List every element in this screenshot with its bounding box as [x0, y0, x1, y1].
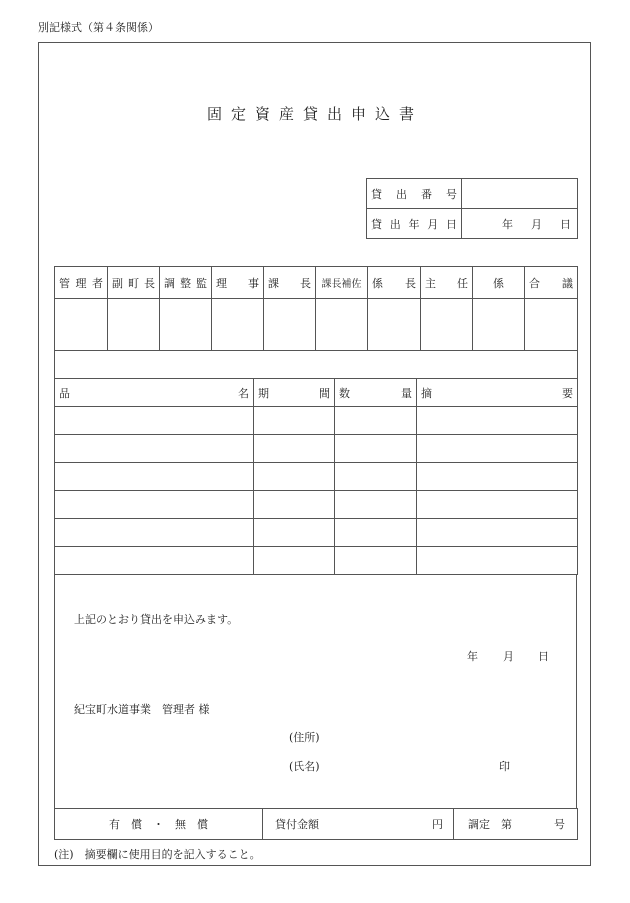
application-date-day: 日 [538, 650, 549, 663]
loan-date-label-char: 月 [427, 217, 439, 231]
application-date-year: 年 [467, 650, 478, 663]
form-title: 固定資産貸出申込書 [206, 105, 423, 123]
item-quantity-field[interactable] [335, 519, 417, 547]
item-quantity-field[interactable] [335, 435, 417, 463]
approval-header-cell [212, 267, 264, 299]
adjust-cell [454, 809, 578, 840]
approval-stamp-cell[interactable] [368, 299, 421, 351]
header-remarks [417, 379, 578, 407]
amount-cell [263, 809, 454, 840]
table-row [55, 547, 578, 575]
loan-date-label-char: 出 [389, 217, 401, 231]
header-remarks-char: 要 [562, 386, 573, 400]
loan-date-label [367, 209, 462, 239]
header-quantity-char: 数 [339, 386, 350, 400]
item-period-field[interactable] [254, 407, 335, 435]
loan-number-label-char: 出 [396, 187, 407, 201]
item-period-field[interactable] [254, 547, 335, 575]
approval-header-label: 課 長 補 佐 [321, 279, 362, 290]
header-name-char: 名 [238, 386, 249, 400]
loan-date-month: 月 [531, 217, 542, 231]
approval-table [54, 266, 578, 351]
approval-header-cell [421, 267, 473, 299]
footnote: (注) 摘要欄に使用目的を記入すること。 [54, 848, 261, 861]
approval-header-cell [525, 267, 578, 299]
approval-stamp-cell[interactable] [212, 299, 264, 351]
approval-header-label: 管 理 者 [59, 276, 103, 290]
item-period-field[interactable] [254, 435, 335, 463]
item-remarks-field[interactable] [417, 547, 578, 575]
approval-header-cell [160, 267, 212, 299]
approval-header-label: 主 任 [425, 276, 468, 290]
number-suffix: 号 [554, 818, 565, 831]
approval-header-label: 係 長 [372, 276, 416, 290]
approval-stamp-cell[interactable] [525, 299, 578, 351]
item-name-field[interactable] [55, 463, 254, 491]
approval-header-label: 課 長 [268, 276, 311, 290]
approval-stamp-cell[interactable] [316, 299, 368, 351]
header-quantity [335, 379, 417, 407]
item-quantity-field[interactable] [335, 547, 417, 575]
yen-label: 円 [432, 818, 443, 831]
items-table [54, 350, 578, 575]
address-label: (住所) [289, 731, 320, 744]
adjust-label: 調定 第 [468, 818, 512, 831]
item-period-field[interactable] [254, 463, 335, 491]
application-date-month: 月 [503, 650, 514, 663]
footer-table [54, 808, 578, 840]
approval-header-cell [473, 267, 525, 299]
approval-stamp-cell[interactable] [421, 299, 473, 351]
item-remarks-field[interactable] [417, 519, 578, 547]
item-name-field[interactable] [55, 547, 254, 575]
approval-header-label: 係 [493, 276, 504, 290]
loan-info-box [366, 178, 578, 239]
loan-date-label-char: 日 [446, 217, 457, 231]
loan-date-label-char: 貸 [371, 217, 382, 231]
item-name-field[interactable] [55, 519, 254, 547]
table-row [55, 519, 578, 547]
approval-header-cell [108, 267, 160, 299]
item-name-field[interactable] [55, 435, 254, 463]
item-quantity-field[interactable] [335, 463, 417, 491]
paid-option [55, 809, 263, 840]
table-row [55, 463, 578, 491]
form-label: 別記様式（第４条関係） [38, 21, 159, 34]
approval-header-cell [316, 267, 368, 299]
approval-header-label: 調 整 監 [164, 276, 207, 290]
approval-header-label: 合 議 [529, 276, 573, 290]
approval-stamp-cell[interactable] [473, 299, 525, 351]
header-quantity-char: 量 [401, 386, 412, 400]
loan-date-year: 年 [502, 217, 513, 231]
application-statement: 上記のとおり貸出を申込みます。 [74, 613, 239, 626]
seal-label: 印 [499, 760, 510, 773]
header-period-char: 間 [319, 386, 330, 400]
approval-stamp-cell[interactable] [108, 299, 160, 351]
loan-date-field[interactable] [462, 209, 578, 239]
item-quantity-field[interactable] [335, 407, 417, 435]
amount-label: 貸付金額 [275, 818, 319, 831]
item-name-field[interactable] [55, 407, 254, 435]
approval-header-cell [264, 267, 316, 299]
approval-stamp-cell[interactable] [160, 299, 212, 351]
header-remarks-char: 摘 [421, 386, 432, 400]
loan-date-day: 日 [560, 217, 571, 231]
loan-number-label-char: 番 [421, 187, 432, 201]
item-remarks-field[interactable] [417, 491, 578, 519]
header-name-char: 品 [59, 386, 70, 400]
name-label: (氏名) [289, 760, 320, 773]
approval-header-cell [55, 267, 108, 299]
approval-header-cell [368, 267, 421, 299]
table-row [55, 435, 578, 463]
approval-stamp-cell[interactable] [55, 299, 108, 351]
item-remarks-field[interactable] [417, 435, 578, 463]
loan-number-field[interactable] [462, 179, 578, 209]
table-row [55, 407, 578, 435]
header-period [254, 379, 335, 407]
item-quantity-field[interactable] [335, 491, 417, 519]
item-period-field[interactable] [254, 491, 335, 519]
approval-header-label: 副 町 長 [112, 276, 155, 290]
loan-date-label-char: 年 [408, 217, 420, 231]
loan-number-label-char: 号 [446, 187, 457, 201]
blank-row [55, 351, 578, 379]
item-period-field[interactable] [254, 519, 335, 547]
header-name [55, 379, 254, 407]
approval-header-label: 理 事 [216, 276, 259, 290]
loan-number-label-char: 貸 [371, 187, 382, 201]
table-row [55, 491, 578, 519]
item-name-field[interactable] [55, 491, 254, 519]
item-remarks-field[interactable] [417, 407, 578, 435]
header-period-char: 期 [258, 386, 269, 400]
loan-number-label [367, 179, 462, 209]
approval-stamp-cell[interactable] [264, 299, 316, 351]
recipient: 紀宝町水道事業 管理者 様 [74, 703, 210, 716]
item-remarks-field[interactable] [417, 463, 578, 491]
paid-option-label: 有 償 ・ 無 償 [109, 818, 208, 831]
